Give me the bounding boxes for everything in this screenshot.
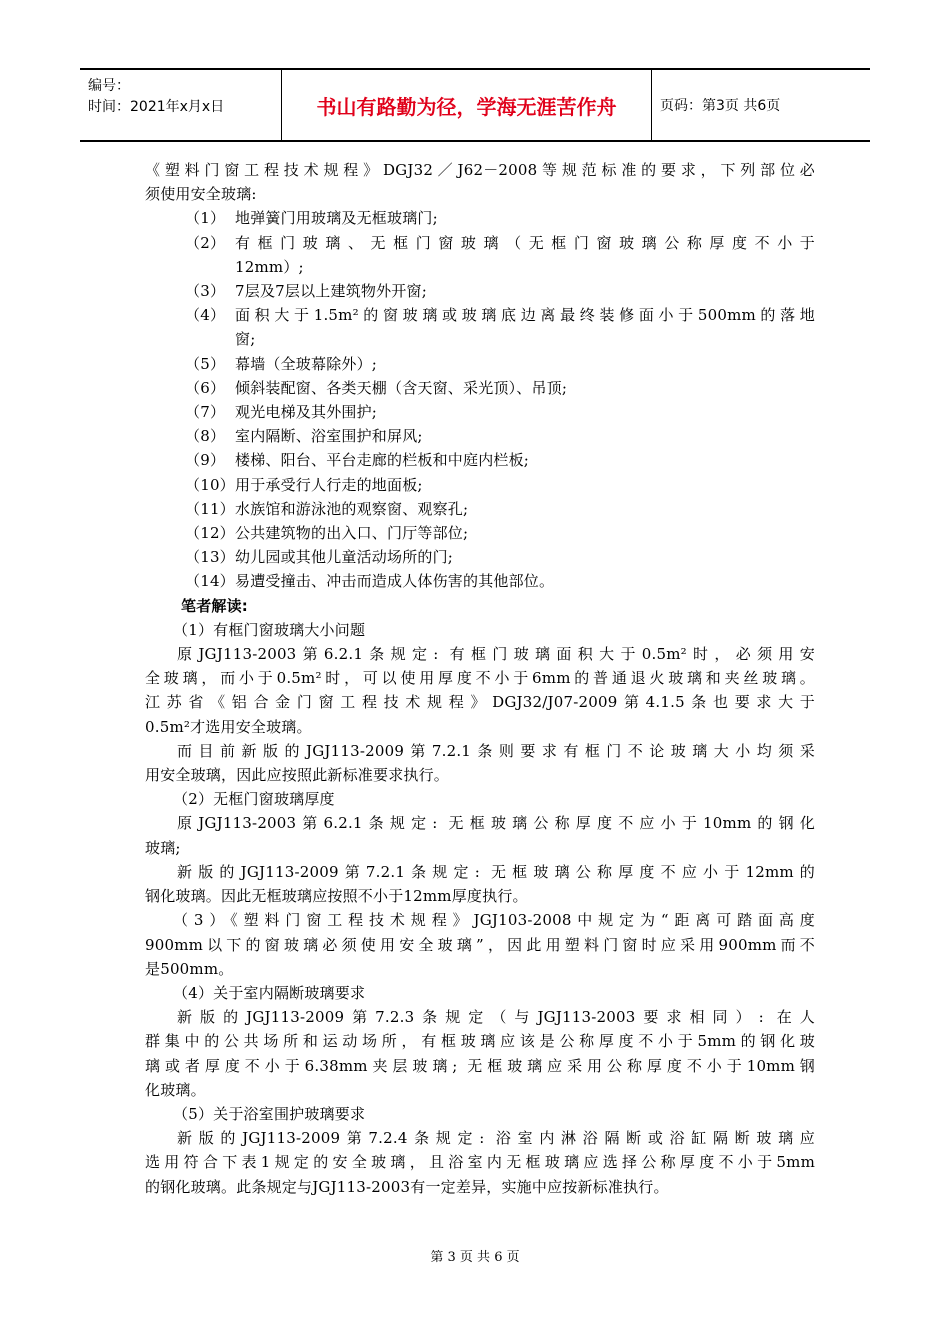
paragraph-line: 原JGJ113-2003第6.2.1条规定: 有框门玻璃面积大于0.5m²时，必须用安 <box>177 645 815 664</box>
list-item <box>145 569 815 593</box>
paragraph-line: 玻璃; <box>145 838 181 857</box>
list-item <box>145 545 815 569</box>
list-item <box>145 206 815 230</box>
list-item-number: （3） <box>185 282 226 301</box>
paragraph-line: 选用符合下表1规定的安全玻璃，且浴室内无框玻璃应选择公称厚度不小于5mm <box>145 1153 815 1172</box>
paragraph-line: 的钢化玻璃。此条规定与JGJ113-2003有一定差异，实施中应按新标准执行。 <box>145 1177 669 1196</box>
header-page-label: 页码：第3页 共6页 <box>660 98 781 114</box>
section-heading: （2）无框门窗玻璃厚度 <box>173 790 335 809</box>
paragraph-line: 新版的JGJ113-2009第7.2.4条规定: 浴室内淋浴隔断或浴缸隔断玻璃应 <box>177 1129 815 1148</box>
list-item-continuation: 12mm）; <box>235 257 304 276</box>
list-item-number: （1） <box>185 209 226 228</box>
list-item-number: （6） <box>185 378 226 397</box>
list-item-number: （2） <box>185 233 226 252</box>
list-item-number: （5） <box>185 354 226 373</box>
list-item-number: （9） <box>185 451 226 470</box>
header-meta <box>80 70 282 140</box>
list-item <box>145 424 815 448</box>
list-item-text: 水族馆和游泳池的观察窗、观察孔; <box>235 499 469 518</box>
list-item-text: 地弹簧门用玻璃及无框玻璃门; <box>235 209 438 228</box>
intro-line: 须使用安全玻璃: <box>145 185 257 204</box>
list-item-text: 幼儿园或其他儿童活动场所的门; <box>235 548 454 567</box>
list-item-text: 用于承受行人行走的地面板; <box>235 475 423 494</box>
list-item-text: 易遭受撞击、冲击而造成人体伤害的其他部位。 <box>235 572 555 591</box>
list-item-text: 幕墙（全玻幕除外）; <box>235 354 378 373</box>
commentary-title: 笔者解读: <box>181 596 248 615</box>
list-item <box>145 473 815 497</box>
paragraph-line: 0.5m²才选用安全玻璃。 <box>145 717 312 736</box>
list-item <box>145 448 815 472</box>
list-item <box>145 521 815 545</box>
list-item-number: （7） <box>185 403 226 422</box>
paragraph-line: 新版的JGJ113-2009第7.2.1条规定: 无框玻璃公称厚度不应小于12mm的 <box>177 862 815 881</box>
paragraph-line: 璃或者厚度不小于6.38mm夹层玻璃; 无框玻璃应采用公称厚度不小于10mm钢 <box>145 1056 815 1075</box>
paragraph-line: 钢化玻璃。因此无框玻璃应按照不小于12mm厚度执行。 <box>145 887 528 906</box>
paragraph-line: 900mm以下的窗玻璃必须使用安全玻璃”，因此用塑料门窗时应采用900mm而不 <box>145 935 815 954</box>
paragraph-line: （3）《塑料门窗工程技术规程》JGJ103-2008中规定为“距离可踏面高度 <box>173 911 815 930</box>
section-heading: （1）有框门窗玻璃大小问题 <box>173 620 366 639</box>
paragraph-line: 是500mm。 <box>145 959 234 978</box>
document-time-label: 时间：2021年x月x日 <box>88 99 225 115</box>
list-item <box>145 400 815 424</box>
paragraph-line: 群集中的公共场所和运动场所，有框玻璃应该是公称厚度不小于5mm的钢化玻 <box>145 1032 815 1051</box>
paragraph-line: 江苏省《铝合金门窗工程技术规程》DGJ32/J07-2009第4.1.5条也要求大于 <box>145 693 815 712</box>
list-item-number: （11） <box>185 499 235 518</box>
list-item-text: 倾斜装配窗、各类天棚（含天窗、采光顶）、吊顶; <box>235 378 568 397</box>
paragraph-line: 化玻璃。 <box>145 1080 206 1099</box>
list-item-number: （8） <box>185 427 226 446</box>
list-item-text: 室内隔断、浴室围护和屏风; <box>235 427 423 446</box>
page-footer: 第 3 页 共 6 页 <box>430 1250 520 1265</box>
section-heading: （5）关于浴室围护玻璃要求 <box>173 1104 366 1123</box>
list-item-number: （14） <box>185 572 235 591</box>
page-header <box>80 68 870 142</box>
list-item <box>145 376 815 400</box>
list-item-number: （4） <box>185 306 226 325</box>
paragraph-line: 而目前新版的JGJ113-2009第7.2.1条则要求有框门不论玻璃大小均须采 <box>177 741 815 760</box>
list-item-text: 有框门玻璃、无框门窗玻璃（无框门窗玻璃公称厚度不小于 <box>235 233 815 252</box>
list-item-number: （13） <box>185 548 235 567</box>
list-item <box>145 352 815 376</box>
list-item-continuation: 窗; <box>235 330 256 349</box>
list-item-text: 面积大于1.5m²的窗玻璃或玻璃底边离最终装修面小于500mm的落地 <box>235 306 815 325</box>
list-item <box>145 303 815 327</box>
header-motto: 书山有路勤为径，学海无涯苦作舟 <box>282 70 652 140</box>
paragraph-line: 新版的JGJ113-2009第7.2.3条规定（与JGJ113-2003要求相同）: 在人 <box>177 1008 815 1027</box>
list-item-text: 7层及7层以上建筑物外开窗; <box>235 282 427 301</box>
list-item-text: 公共建筑物的出入口、门厅等部位; <box>235 524 469 543</box>
intro-line: 《塑料门窗工程技术规程》DGJ32／J62－2008等规范标准的要求，下列部位必 <box>145 161 815 179</box>
document-number-label: 编号： <box>88 78 130 94</box>
list-item-text: 楼梯、阳台、平台走廊的栏板和中庭内栏板; <box>235 451 530 470</box>
paragraph-line: 原JGJ113-2003第6.2.1条规定: 无框玻璃公称厚度不应小于10mm的钢化 <box>177 814 815 833</box>
list-item <box>145 279 815 303</box>
paragraph-line: 用安全玻璃，因此应按照此新标准要求执行。 <box>145 766 450 785</box>
paragraph-line: 全玻璃，而小于0.5m²时，可以使用厚度不小于6mm的普通退火玻璃和夹丝玻璃。 <box>145 669 815 688</box>
document-body <box>145 158 815 1199</box>
section-heading: （4）关于室内隔断玻璃要求 <box>173 983 366 1002</box>
list-item-number: （10） <box>185 475 235 494</box>
list-item-text: 观光电梯及其外围护; <box>235 403 378 422</box>
list-item <box>145 497 815 521</box>
list-item <box>145 231 815 255</box>
requirement-list <box>145 206 815 593</box>
list-item-number: （12） <box>185 524 235 543</box>
